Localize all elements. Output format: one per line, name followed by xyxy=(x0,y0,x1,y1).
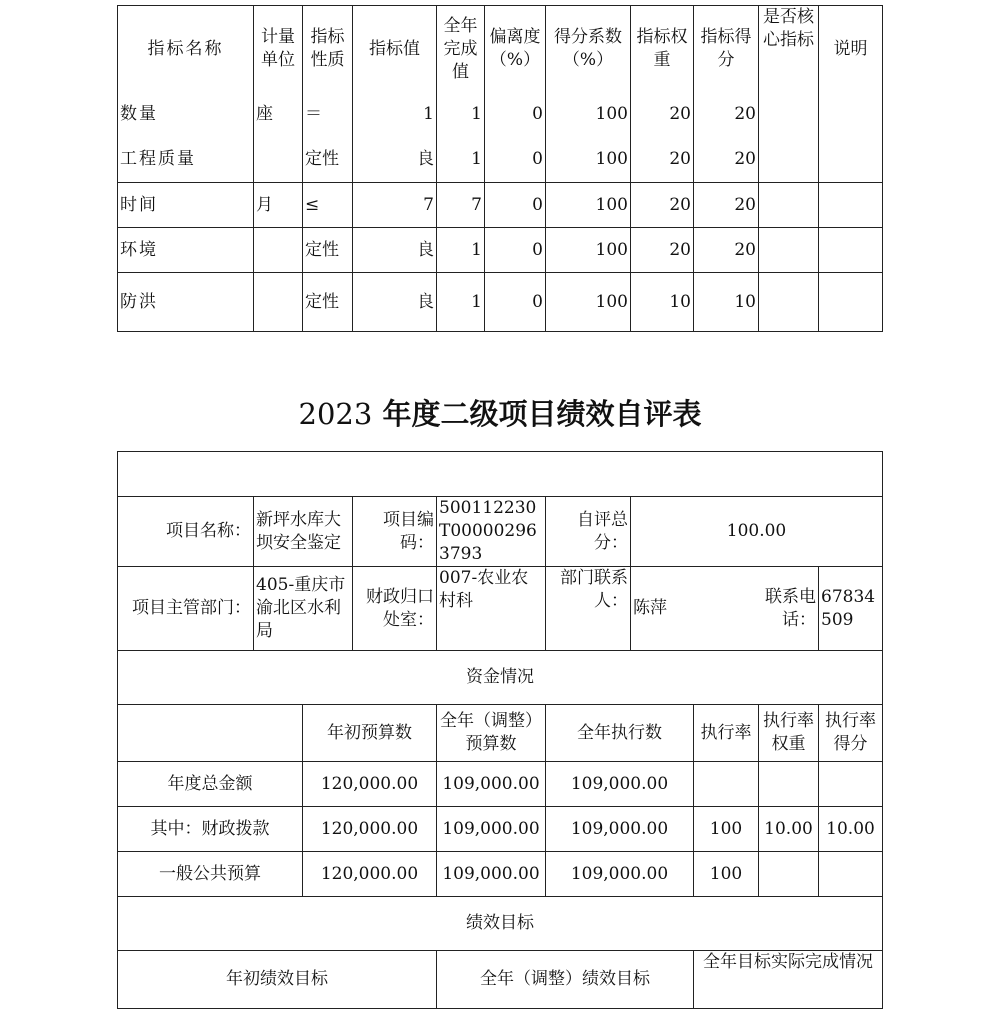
row-name: 数量 xyxy=(118,93,254,137)
funds-row-budget: 120,000.00 xyxy=(303,807,437,852)
row-actual: 1 xyxy=(437,93,485,137)
header-deviation: 偏离度（%） xyxy=(485,6,546,93)
row-coef: 100 xyxy=(546,137,631,183)
indicator-header-row xyxy=(118,6,883,93)
row-deviation: 0 xyxy=(485,228,546,273)
row-note xyxy=(819,137,883,183)
title-text: 年度二级项目绩效自评表 xyxy=(382,397,702,431)
row-deviation: 0 xyxy=(485,183,546,228)
row-score: 20 xyxy=(694,183,759,228)
project-code-label: 项目编码： xyxy=(353,497,437,567)
funds-row-budget: 120,000.00 xyxy=(303,762,437,807)
row-actual: 1 xyxy=(437,228,485,273)
row-score: 20 xyxy=(694,228,759,273)
phone-value: 67834509 xyxy=(819,567,883,651)
header-score-coef: 得分系数（%） xyxy=(546,6,631,93)
funds-row-adjusted: 109,000.00 xyxy=(437,807,546,852)
row-core xyxy=(759,183,819,228)
row-nature: 定性 xyxy=(303,228,353,273)
dept-value: 405-重庆市渝北区水利局 xyxy=(254,567,353,651)
contact-label: 部门联系人： xyxy=(546,567,631,651)
row-deviation: 0 xyxy=(485,273,546,332)
row-target: 7 xyxy=(353,183,437,228)
row-name: 时间 xyxy=(118,183,254,228)
table-row xyxy=(118,93,883,137)
funds-row-weight xyxy=(759,762,819,807)
funds-row-score xyxy=(819,852,883,897)
self-score-value: 100.00 xyxy=(631,497,883,567)
funds-header-executed: 全年执行数 xyxy=(546,705,694,762)
table-row xyxy=(118,137,883,183)
row-deviation: 0 xyxy=(485,137,546,183)
header-nature: 指标性质 xyxy=(303,6,353,93)
row-unit xyxy=(254,228,303,273)
funds-row-rate: 100 xyxy=(694,852,759,897)
self-evaluation-table xyxy=(117,451,883,1009)
funds-row-score: 10.00 xyxy=(819,807,883,852)
row-unit: 座 xyxy=(254,93,303,137)
goals-header-actual: 全年目标实际完成情况 xyxy=(694,951,883,1009)
funds-header-row xyxy=(118,705,883,762)
row-score: 10 xyxy=(694,273,759,332)
funds-header-score: 执行率得分 xyxy=(819,705,883,762)
row-coef: 100 xyxy=(546,273,631,332)
funds-row-rate xyxy=(694,762,759,807)
row-coef: 100 xyxy=(546,228,631,273)
row-unit xyxy=(254,137,303,183)
funds-row-weight: 10.00 xyxy=(759,807,819,852)
goals-header-row xyxy=(118,951,883,1009)
row-unit xyxy=(254,273,303,332)
funds-header-adjusted: 全年（调整）预算数 xyxy=(437,705,546,762)
project-name: 新坪水库大坝安全鉴定 xyxy=(254,497,353,567)
row-target: 良 xyxy=(353,137,437,183)
row-weight: 20 xyxy=(631,228,694,273)
row-note xyxy=(819,273,883,332)
row-note xyxy=(819,183,883,228)
funds-row-executed: 109,000.00 xyxy=(546,762,694,807)
funds-section-row xyxy=(118,651,883,705)
row-score: 20 xyxy=(694,93,759,137)
row-nature: ≤ xyxy=(303,183,353,228)
header-target-value: 指标值 xyxy=(353,6,437,93)
row-coef: 100 xyxy=(546,183,631,228)
row-score: 20 xyxy=(694,137,759,183)
table-row xyxy=(118,852,883,897)
row-core xyxy=(759,137,819,183)
funds-row-label: 年度总金额 xyxy=(118,762,303,807)
header-note: 说明 xyxy=(819,6,883,93)
funds-row-rate: 100 xyxy=(694,807,759,852)
goals-section-row xyxy=(118,897,883,951)
funds-header-rate: 执行率 xyxy=(694,705,759,762)
row-note xyxy=(819,93,883,137)
funds-header-weight: 执行率权重 xyxy=(759,705,819,762)
row-weight: 20 xyxy=(631,137,694,183)
header-indicator-name: 指标名称 xyxy=(118,6,254,93)
finance-label: 财政归口处室： xyxy=(353,567,437,651)
row-target: 良 xyxy=(353,273,437,332)
row-weight: 10 xyxy=(631,273,694,332)
row-name: 工程质量 xyxy=(118,137,254,183)
row-nature: 定性 xyxy=(303,137,353,183)
funds-row-adjusted: 109,000.00 xyxy=(437,762,546,807)
funds-row-label: 其中：财政拨款 xyxy=(118,807,303,852)
contact-value: 陈萍 xyxy=(631,567,759,651)
goals-header-initial: 年初绩效目标 xyxy=(118,951,437,1009)
row-note xyxy=(819,228,883,273)
page-title xyxy=(0,392,1000,433)
row-name: 防洪 xyxy=(118,273,254,332)
row-actual: 1 xyxy=(437,137,485,183)
row-target: 1 xyxy=(353,93,437,137)
indicator-table xyxy=(117,5,883,332)
row-core xyxy=(759,273,819,332)
row-deviation: 0 xyxy=(485,93,546,137)
header-score: 指标得分 xyxy=(694,6,759,93)
project-info-row xyxy=(118,497,883,567)
funds-row-score xyxy=(819,762,883,807)
row-coef: 100 xyxy=(546,93,631,137)
row-actual: 7 xyxy=(437,183,485,228)
row-core xyxy=(759,93,819,137)
row-core xyxy=(759,228,819,273)
project-name-label: 项目名称： xyxy=(118,497,254,567)
table-row xyxy=(118,273,883,332)
funds-row-budget: 120,000.00 xyxy=(303,852,437,897)
row-name: 环境 xyxy=(118,228,254,273)
table-row xyxy=(118,228,883,273)
table-row xyxy=(118,762,883,807)
phone-label: 联系电话： xyxy=(759,567,819,651)
row-weight: 20 xyxy=(631,93,694,137)
row-nature: 定性 xyxy=(303,273,353,332)
row-unit: 月 xyxy=(254,183,303,228)
dept-label: 项目主管部门： xyxy=(118,567,254,651)
funds-row-label: 一般公共预算 xyxy=(118,852,303,897)
title-year: 2023 xyxy=(298,397,373,431)
row-nature: ＝ xyxy=(303,93,353,137)
funds-row-executed: 109,000.00 xyxy=(546,807,694,852)
header-core: 是否核心指标 xyxy=(759,6,819,93)
self-score-label: 自评总分： xyxy=(546,497,631,567)
header-unit: 计量单位 xyxy=(254,6,303,93)
goals-header-adjusted: 全年（调整）绩效目标 xyxy=(437,951,694,1009)
project-code: 500112230T000002963793 xyxy=(437,497,546,567)
header-weight: 指标权重 xyxy=(631,6,694,93)
table-row xyxy=(118,807,883,852)
dept-info-row xyxy=(118,567,883,651)
table-row xyxy=(118,183,883,228)
funds-row-weight xyxy=(759,852,819,897)
funds-row-adjusted: 109,000.00 xyxy=(437,852,546,897)
blank-row xyxy=(118,452,883,497)
finance-value: 007-农业农村科 xyxy=(437,567,546,651)
row-target: 良 xyxy=(353,228,437,273)
funds-section-title: 资金情况 xyxy=(118,651,883,705)
blank-cell xyxy=(118,452,883,497)
funds-header-budget: 年初预算数 xyxy=(303,705,437,762)
funds-row-executed: 109,000.00 xyxy=(546,852,694,897)
header-actual-value: 全年完成值 xyxy=(437,6,485,93)
funds-header-blank xyxy=(118,705,303,762)
row-weight: 20 xyxy=(631,183,694,228)
row-actual: 1 xyxy=(437,273,485,332)
goals-section-title: 绩效目标 xyxy=(118,897,883,951)
